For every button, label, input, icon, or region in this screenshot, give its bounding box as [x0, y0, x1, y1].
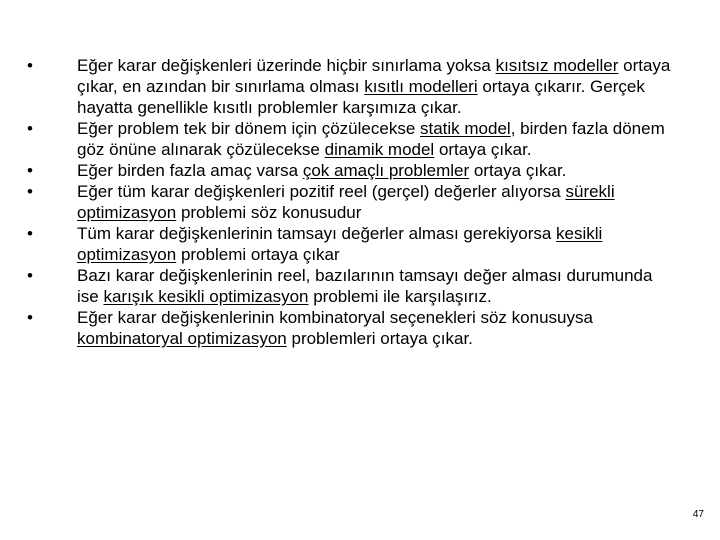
- bullet-text: Eğer tüm karar değişkenleri pozitif reel (gerçel) değerler alıyorsa: [77, 182, 566, 201]
- underlined-term: dinamik model: [324, 140, 435, 159]
- slide-content: [25, 55, 675, 349]
- bullet-item: [25, 160, 675, 181]
- bullet-item: [25, 55, 675, 118]
- bullet-text: Bazı karar değişkenlerinin reel, bazılarının tamsayı değer alması durumunda ise: [77, 266, 653, 306]
- bullet-marker: •: [27, 182, 33, 201]
- bullet-marker: •: [27, 266, 33, 285]
- bullet-text: Eğer karar değişkenleri üzerinde hiçbir sınırlama yoksa: [77, 56, 496, 75]
- bullet-text: Tüm karar değişkenlerinin tamsayı değerler alması gerekiyorsa: [77, 224, 557, 243]
- bullet-marker: •: [27, 161, 33, 180]
- bullet-list: [25, 55, 675, 349]
- bullet-text: ortaya çıkar.: [469, 161, 567, 180]
- underlined-term: kombinatoryal optimizasyon: [77, 329, 287, 348]
- bullet-text: problemi ortaya çıkar: [176, 245, 340, 264]
- page-number: 47: [692, 509, 704, 520]
- underlined-term: çok amaçlı problemler: [302, 161, 470, 180]
- bullet-item: [25, 223, 675, 265]
- bullet-text: problemi söz konusudur: [176, 203, 362, 222]
- bullet-marker: •: [27, 224, 33, 243]
- bullet-item: [25, 181, 675, 223]
- bullet-item: [25, 307, 675, 349]
- bullet-text: Eğer karar değişkenlerinin kombinatoryal seçenekleri söz konusuysa: [77, 308, 593, 327]
- bullet-item: [25, 118, 675, 160]
- underlined-term: kısıtsız modeller: [495, 56, 619, 75]
- bullet-text: problemi ile karşılaşırız.: [308, 287, 492, 306]
- underlined-term: sürekli optimizasyon: [77, 182, 615, 222]
- bullet-text: Eğer problem tek bir dönem için çözülecekse: [77, 119, 420, 138]
- underlined-term: kısıtlı modelleri: [364, 77, 478, 96]
- bullet-text: , birden fazla dönem göz önüne alınarak çözülecekse: [77, 119, 665, 159]
- bullet-text: Eğer birden fazla amaç varsa: [77, 161, 303, 180]
- bullet-text: problemleri ortaya çıkar.: [286, 329, 473, 348]
- underlined-term: kesikli optimizasyon: [77, 224, 603, 264]
- bullet-marker: •: [27, 56, 33, 75]
- underlined-term: statik model: [420, 119, 511, 138]
- bullet-marker: •: [27, 119, 33, 138]
- bullet-item: [25, 265, 675, 307]
- bullet-text: ortaya çıkar, en azından bir sınırlama olması: [77, 56, 671, 96]
- bullet-text: ortaya çıkar.: [434, 140, 532, 159]
- bullet-marker: •: [27, 308, 33, 327]
- bullet-text: ortaya çıkarır. Gerçek hayatta genellikle kısıtlı problemler karşımıza çıkar.: [77, 77, 645, 117]
- underlined-term: karışık kesikli optimizasyon: [103, 287, 309, 306]
